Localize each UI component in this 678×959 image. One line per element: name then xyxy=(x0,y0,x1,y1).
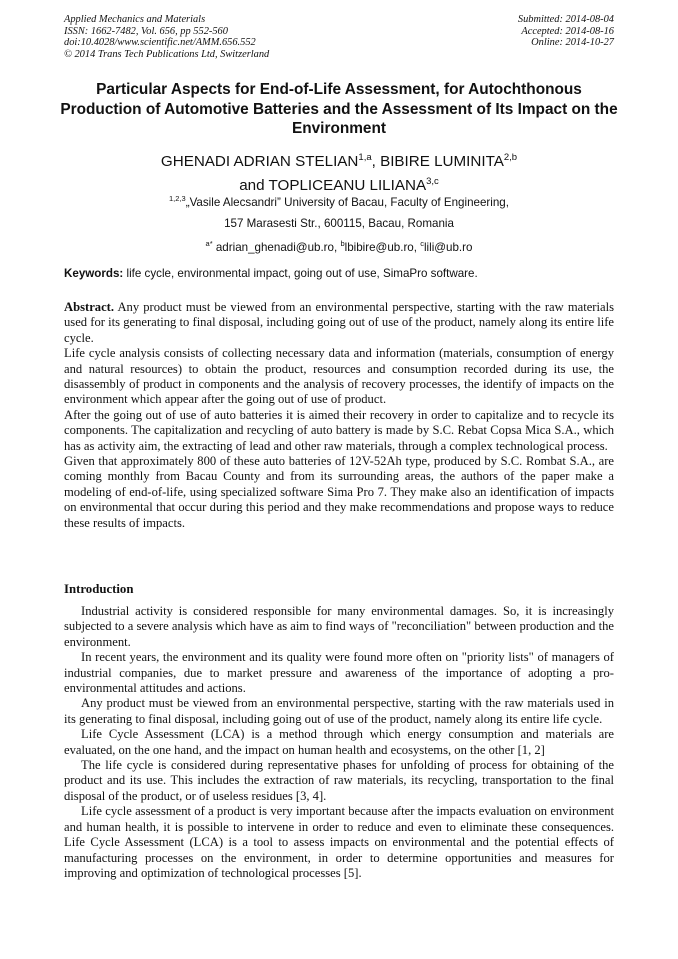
dates-header xyxy=(518,14,614,49)
online-date: Online: 2014-10-27 xyxy=(531,37,614,49)
intro-paragraph-6: Life cycle assessment of a product is very important because after the impacts evaluation on environment and human health, it is possible to intervene in order to reduce and even to eliminate these consequences. Life Cycle Assessment (LCA) is a tool to assess impacts on environmental and the potential effects of manufacturing processes on the environment, in order to determine opportunities and measures for improving and optimization of technological processes [5]. xyxy=(64,804,614,880)
abstract-paragraph-3: After the going out of use of auto batteries it is aimed their recovery in order to capitalize and to recycle its components. The capitalization and recycling of auto battery is made by S.C. Rebat Copsa Mica S.A., which has as activity aim, the extracting of lead and other raw materials, through a complex technological process. xyxy=(64,407,614,453)
abstract-paragraph-4: Given that approximately 800 of these auto batteries of 12V-52Ah type, produced by S.C. Rombat S.A., are coming monthly from Bacau County and from its surrounding areas, the authors of the paper make a modeling of end-of-life, using specialized software Sima Pro 7. They make also an identification of impacts on environmental that occur during this period and they make recommendations and propose ways to reduce these results of impacts. xyxy=(64,454,614,530)
affiliation-line-2: 157 Marasesti Str., 600115, Bacau, Romania xyxy=(224,217,454,230)
abstract-paragraph-2: Life cycle analysis consists of collecting necessary data and information (materials, consumption of energy and natural resources) to obtain the product, resources and consumption recorded during its use, the disassembly of product in components and the analysis of recovery processes, the identify of impacts on the environment which appear after the going out of use of product. xyxy=(64,346,614,407)
accepted-date: Accepted: 2014-08-16 xyxy=(521,25,614,37)
author-3-sup: 3,c xyxy=(426,175,439,187)
author-3: TOPLICEANU LILIANA xyxy=(268,176,427,194)
author-1: GHENADI ADRIAN STELIAN xyxy=(160,153,359,171)
author-2-sup: 2,b xyxy=(503,152,518,163)
email-b-sup: b xyxy=(340,239,345,248)
introduction-heading: Introduction xyxy=(64,582,134,596)
email-c[interactable]: lili@ub.ro xyxy=(423,240,473,254)
affiliation-university: „Vasile Alecsandri” University of Bacau, Faculty of Engineering, xyxy=(185,195,509,209)
author-1-sup: 1,a xyxy=(358,152,372,163)
abstract-text-1: Any product must be viewed from an environmental perspective, starting with the raw materials used for its generating to final disposal, including going out of use of the product, namely along its entire life cycle. xyxy=(64,300,614,345)
intro-paragraph-1: Industrial activity is considered responsible for many environmental damages. So, it is increasingly subjected to a severe analysis which have as aim to find ways of "reconciliation" between production and the environment. xyxy=(64,604,614,649)
copyright: © 2014 Trans Tech Publications Ltd, Switzerland xyxy=(64,48,270,60)
email-c-sup: c xyxy=(420,239,424,248)
keywords xyxy=(64,267,616,280)
affiliation-sup: 1,2,3 xyxy=(169,194,186,203)
affiliation-line-1 xyxy=(60,194,618,209)
intro-paragraph-4: Life Cycle Assessment (LCA) is a method through which energy consumption and materials are evaluated, on the one hand, and the impact on human health and ecosystems, on the other [1, 2] xyxy=(64,727,614,757)
abstract-paragraph-1 xyxy=(64,300,614,346)
intro-paragraph-5: The life cycle is considered during representative phases for unfolding of process for obtaining of the product and its use. This includes the extraction of raw materials, its recycling, transportation to the final disposal of the product, or of useless residues [3, 4]. xyxy=(64,758,614,803)
intro-paragraph-3: Any product must be viewed from an environmental perspective, starting with the raw materials used in its generating to final disposal, including going out of use of the product, namely along its entire life cycle. xyxy=(64,696,614,726)
issn: ISSN: 1662-7482, Vol. 656, pp 552-560 xyxy=(64,25,228,37)
abstract-section xyxy=(64,300,614,531)
introduction-section xyxy=(64,604,614,881)
paper-title: Particular Aspects for End-of-Life Assessment, for Autochthonous Production of Automotive Batteries and the Assessment of Its Impact on the Environment xyxy=(60,81,618,137)
and-word: and xyxy=(239,176,265,194)
author-2: BIBIRE LUMINITA xyxy=(380,153,504,171)
email-a[interactable]: adrian_ghenadi@ub.ro, xyxy=(215,240,338,254)
author-list: GHENADI ADRIAN STELIAN$^{1,a}$, BIBIRE LUMINITA$^{2,b}$ and TOPLICEANU LILIANA$^{3,c}$ xyxy=(160,152,518,194)
email-a-sup: a* xyxy=(205,239,213,248)
email-b[interactable]: lbibire@ub.ro, xyxy=(344,240,417,254)
keywords-text: life cycle, environmental impact, going out of use, SimaPro software. xyxy=(126,267,478,280)
submitted-date: Submitted: 2014-08-04 xyxy=(517,14,614,25)
intro-paragraph-2: In recent years, the environment and its quality were found more often on "priority lists" of managers of industrial companies, due to market pressure and awareness of the importance of adopting a pro-environmental attitudes and actions. xyxy=(64,650,614,696)
abstract-label: Abstract. xyxy=(64,300,115,314)
email-line xyxy=(60,239,618,254)
journal-name: Applied Mechanics and Materials xyxy=(64,14,206,25)
doi[interactable]: doi:10.4028/www.scientific.net/AMM.656.552 xyxy=(64,37,256,49)
keywords-label: Keywords: xyxy=(64,267,124,280)
journal-header xyxy=(64,14,269,60)
